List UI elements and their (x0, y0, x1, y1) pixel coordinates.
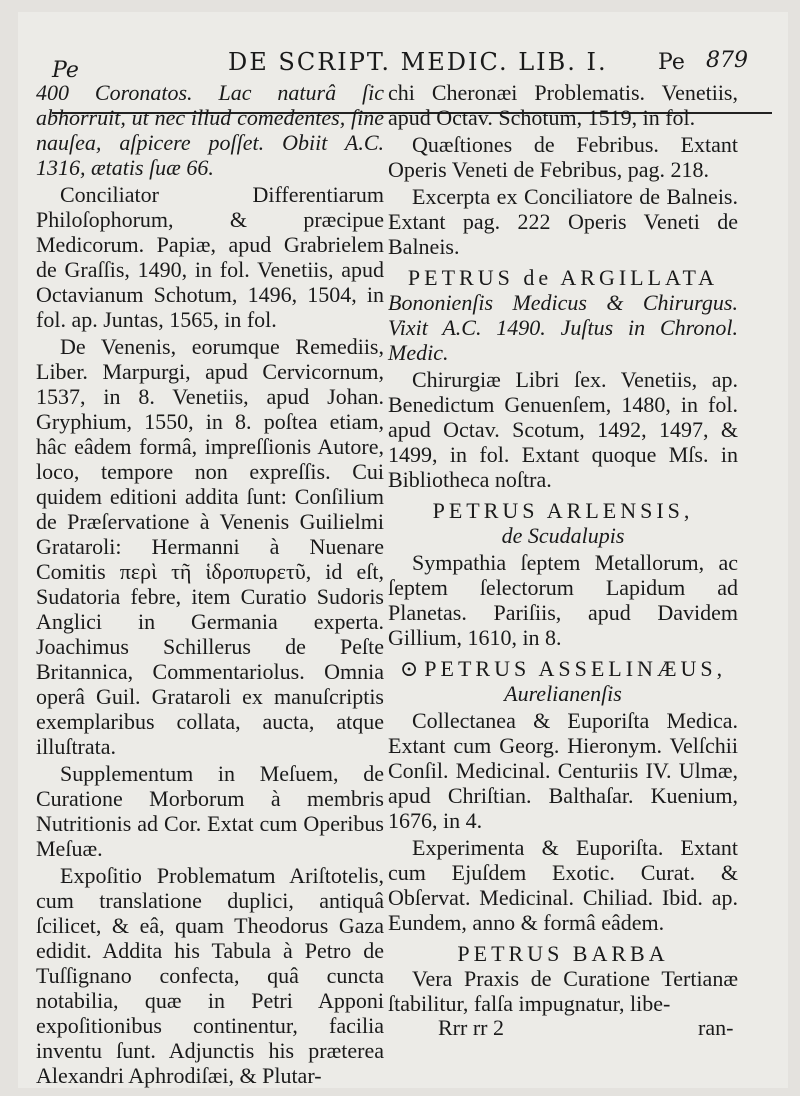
paragraph: Conciliator Differentiarum Philoſophorum, & præcipue Medicorum. Papiæ, apud Grabrielem de Graſſis, 1490, in fol. Venetiis, apud Octavianum Schotum, 1496, 1504, in fol. ap. Juntas, 1565, in fol. (36, 182, 384, 332)
header-title: DE SCRIPT. MEDIC. LIB. I. (228, 48, 608, 76)
paragraph: 400 Coronatos. Lac naturâ ſic abhorruit, ut nec illud comedentes, ſine nauſea, aſpicere poſſet. Obiit A.C. 1316, ætatis ſuæ 66. (36, 80, 384, 180)
header-left-abbrev: Pe (52, 58, 79, 83)
paragraph: Experimenta & Euporiſta. Extant cum Ejuſdem Exotic. Curat. & Obſervat. Medicinal. Chiliad. Ibid. ap. Eundem, anno & formâ eâdem. (388, 835, 738, 935)
paragraph: Bononienſis Medicus & Chirurgus. Vixit A.C. 1490. Juſtus in Chronol. Medic. (388, 290, 738, 365)
entry-heading (388, 498, 738, 523)
signature-mark: Rrr rr 2 (438, 1015, 504, 1040)
circle-dot-icon: ⊙ (399, 656, 419, 681)
heading-text: PETRUS ARLENSIS, (432, 498, 694, 523)
paragraph: De Venenis, eorumque Remediis, Liber. Marpurgi, apud Cervicornum, 1537, in 8. Venetiis, apud Johan. Gryphium, 1550, in 8. poſtea etiam, hâc eâdem formâ, impreſſionis Autore, loco, tempore non expreſſis. Cui quidem editioni addita ſunt: Conſilium de Præſervatione à Venenis Guilielmi Grataroli: Hermanni à Nuenare Comitis περὶ τῆ ἱδροπυρετῦ, id eſt, Sudatoria febre, item Curatio Sudoris Anglici in Germania experta. Joachimus Schillerus de Peſte Britannica, Commentariolus. Omnia operâ Guil. Grataroli ex manuſcriptis exemplaribus collata, aucta, atque illuſtrata. (36, 334, 384, 759)
paragraph: Chirurgiæ Libri ſex. Venetiis, ap. Benedictum Genuenſem, 1480, in fol. apud Octav. Scotum, 1492, 1497, & 1499, in fol. Extant quoque Mſs. in Bibliotheca noſtra. (388, 367, 738, 492)
entry-heading (388, 656, 738, 681)
catchword: ran- (698, 1015, 734, 1040)
header-right-abbrev: Pe (658, 50, 685, 75)
heading-text: PETRUS BARBA (457, 941, 669, 966)
page-number: 879 (706, 48, 748, 73)
paragraph: Expoſitio Problematum Ariſtotelis, cum translatione duplici, antiquâ ſcilicet, & eâ, quam Theodorus Gaza edidit. Addita his Tabula à Petro de Tuſſignano confecta, quâ cuncta notabilia, quæ in Petri Apponi expoſitionibus continentur, facilia inventu ſunt. Adjunctis his præterea Alexandri Aphrodiſæi, & Plutar- (36, 863, 384, 1088)
right-column (388, 80, 738, 1018)
heading-text: PETRUS de ARGILLATA (407, 265, 719, 290)
entry-heading (388, 265, 738, 290)
entry-subheading: de Scudalupis (501, 523, 625, 548)
paragraph: Excerpta ex Conciliatore de Balneis. Extant pag. 222 Operis Veneti de Balneis. (388, 184, 738, 259)
entry-heading (388, 941, 738, 966)
heading-text: PETRUS ASSELINÆUS, (424, 656, 727, 681)
left-column (36, 80, 384, 1090)
entry-subheading: Aurelianenſis (504, 681, 622, 706)
paragraph: Supplementum in Meſuem, de Curatione Morborum à membris Nutritionis ad Cor. Extat cum Operibus Meſuæ. (36, 761, 384, 861)
paragraph: Quæſtiones de Febribus. Extant Operis Veneti de Febribus, pag. 218. (388, 132, 738, 182)
paragraph: Collectanea & Euporiſta Medica. Extant cum Georg. Hieronym. Velſchii Conſil. Medicinal. Centuriis IV. Ulmæ, apud Chriſtian. Balthaſar. Kuenium, 1676, in 4. (388, 708, 738, 833)
paragraph: Vera Praxis de Curatione Tertianæ ſtabilitur, falſa impugnatur, libe- (388, 966, 738, 1016)
paragraph: Sympathia ſeptem Metallorum, ac ſeptem ſelectorum Lapidum ad Planetas. Pariſiis, apud Davidem Gillium, 1610, in 8. (388, 550, 738, 650)
paragraph: chi Cheronæi Problematis. Venetiis, apud Octav. Schotum, 1519, in fol. (388, 80, 738, 130)
